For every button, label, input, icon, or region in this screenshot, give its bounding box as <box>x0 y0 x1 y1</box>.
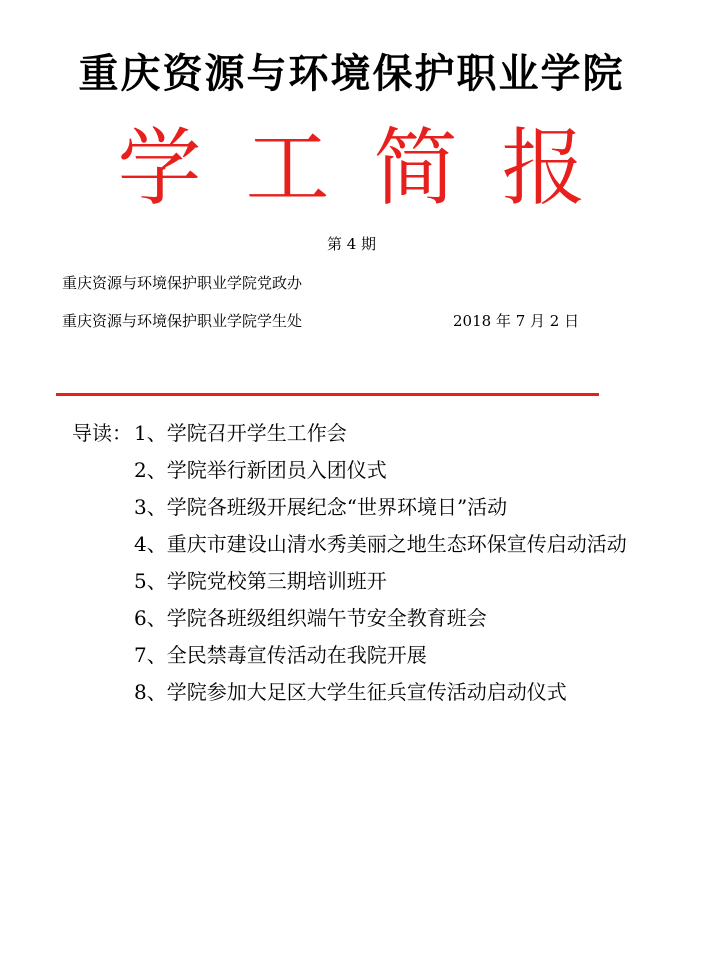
issuer-student-affairs: 重庆资源与环境保护职业学院学生处 <box>62 312 303 330</box>
guide-item: 8、学院参加大足区大学生征兵宣传活动启动仪式 <box>134 680 567 704</box>
bulletin-title: 学工简报 <box>117 119 630 217</box>
guide-list <box>134 420 627 716</box>
red-divider <box>56 393 599 396</box>
guide-item: 7、全民禁毒宣传活动在我院开展 <box>134 643 427 667</box>
guide-item: 1、学院召开学生工作会 <box>134 421 347 445</box>
college-name: 重庆资源与环境保护职业学院 <box>78 50 625 97</box>
guide-label: 导读： <box>72 421 132 445</box>
issuer-party-office: 重庆资源与环境保护职业学院党政办 <box>62 274 303 292</box>
guide-item: 4、重庆市建设山清水秀美丽之地生态环保宣传启动活动 <box>134 532 627 556</box>
guide-item: 2、学院举行新团员入团仪式 <box>134 458 387 482</box>
guide-item: 6、学院各班级组织端午节安全教育班会 <box>134 606 487 630</box>
issue-number: 第 4 期 <box>326 235 377 253</box>
issue-date: 2018 年 7 月 2 日 <box>453 312 580 330</box>
guide-item: 3、学院各班级开展纪念“世界环境日”活动 <box>134 495 508 519</box>
guide-item: 5、学院党校第三期培训班开 <box>134 569 387 593</box>
